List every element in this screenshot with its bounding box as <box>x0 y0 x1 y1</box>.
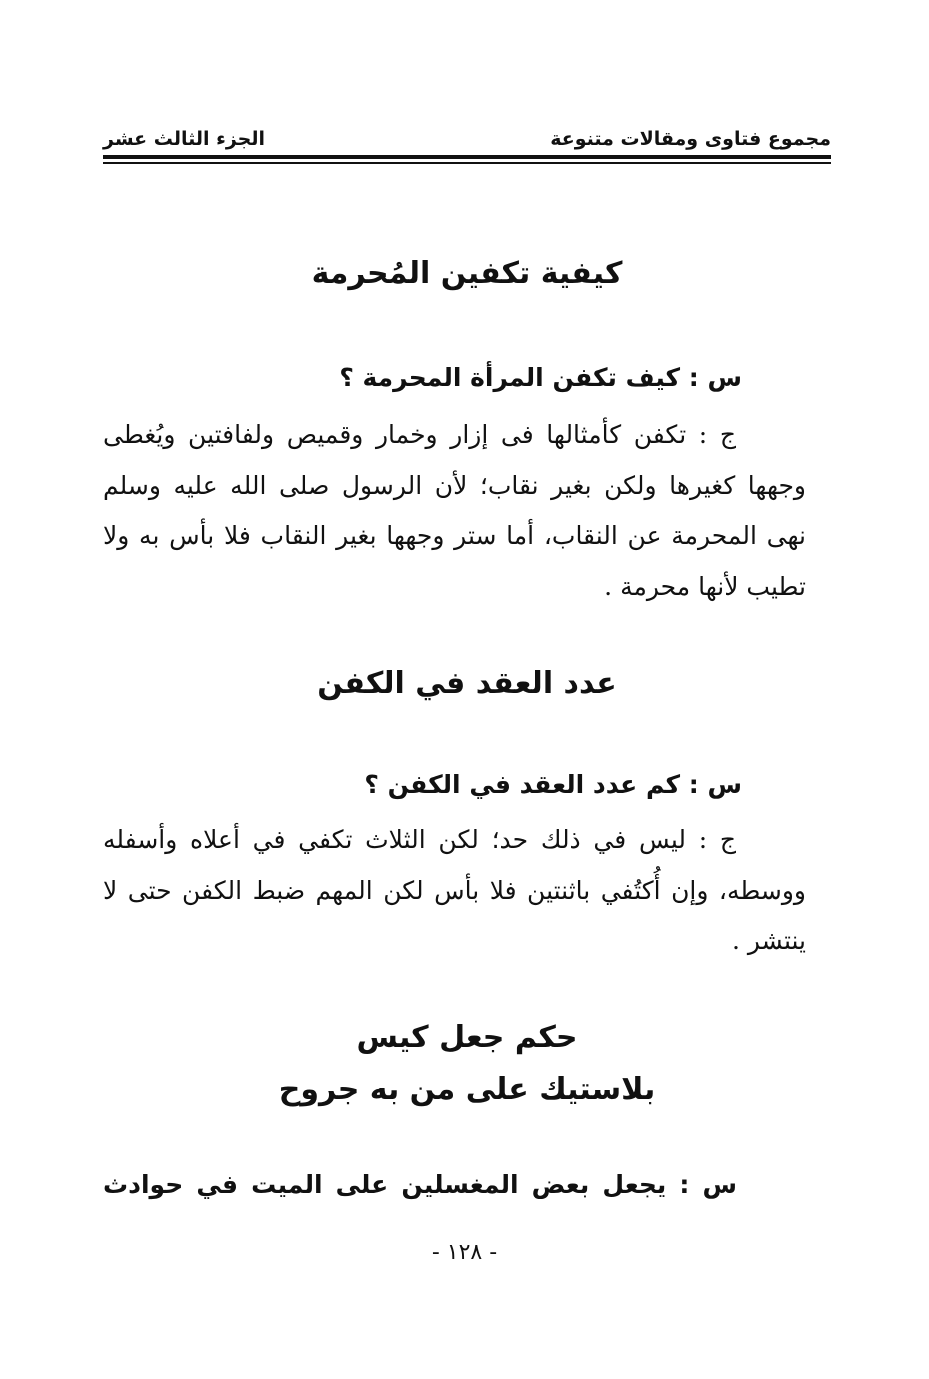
section-title-2: عدد العقد في الكفن <box>317 666 617 701</box>
section-title-1: كيفية تكفين المُحرمة <box>311 256 623 291</box>
volume-label: الجزء الثالث عشر <box>103 128 266 150</box>
question-3: س : يجعل بعض المغسلين على الميت في حوادث <box>103 1170 737 1199</box>
page-number: - ١٢٨ - <box>431 1240 498 1265</box>
header-rule-thick <box>103 155 831 159</box>
question-1: س : كيف تكفن المرأة المحرمة ؟ <box>339 363 742 392</box>
book-title: مجموع فتاوى ومقالات متنوعة <box>550 128 831 150</box>
answer-2: ج : ليس في ذلك حد؛ لكن الثلاث تكفي في أعلاه وأسفله ووسطه، وإن أُكتُفي باثنتين فلا بأس لكن المهم ضبط الكفن حتى لا ينتشر . <box>103 825 806 955</box>
answer-1: ج : تكفن كأمثالها فى إزار وخمار وقميص ولفافتين ويُغطى وجهها كغيرها ولكن بغير نقاب؛ لأن الرسول صلى الله عليه وسلم نهى المحرمة عن النقاب، أما ستر وجهها بغير النقاب فلا بأس به ولا تطيب لأنها محرمة . <box>103 420 806 601</box>
running-header <box>103 120 831 150</box>
section-title-3-line-1: حكم جعل كيس <box>356 1020 578 1055</box>
question-2: س : كم عدد العقد في الكفن ؟ <box>364 770 742 799</box>
header-rule-thin <box>103 162 831 164</box>
section-title-3-line-2: بلاستيك على من به جروح <box>278 1072 656 1107</box>
